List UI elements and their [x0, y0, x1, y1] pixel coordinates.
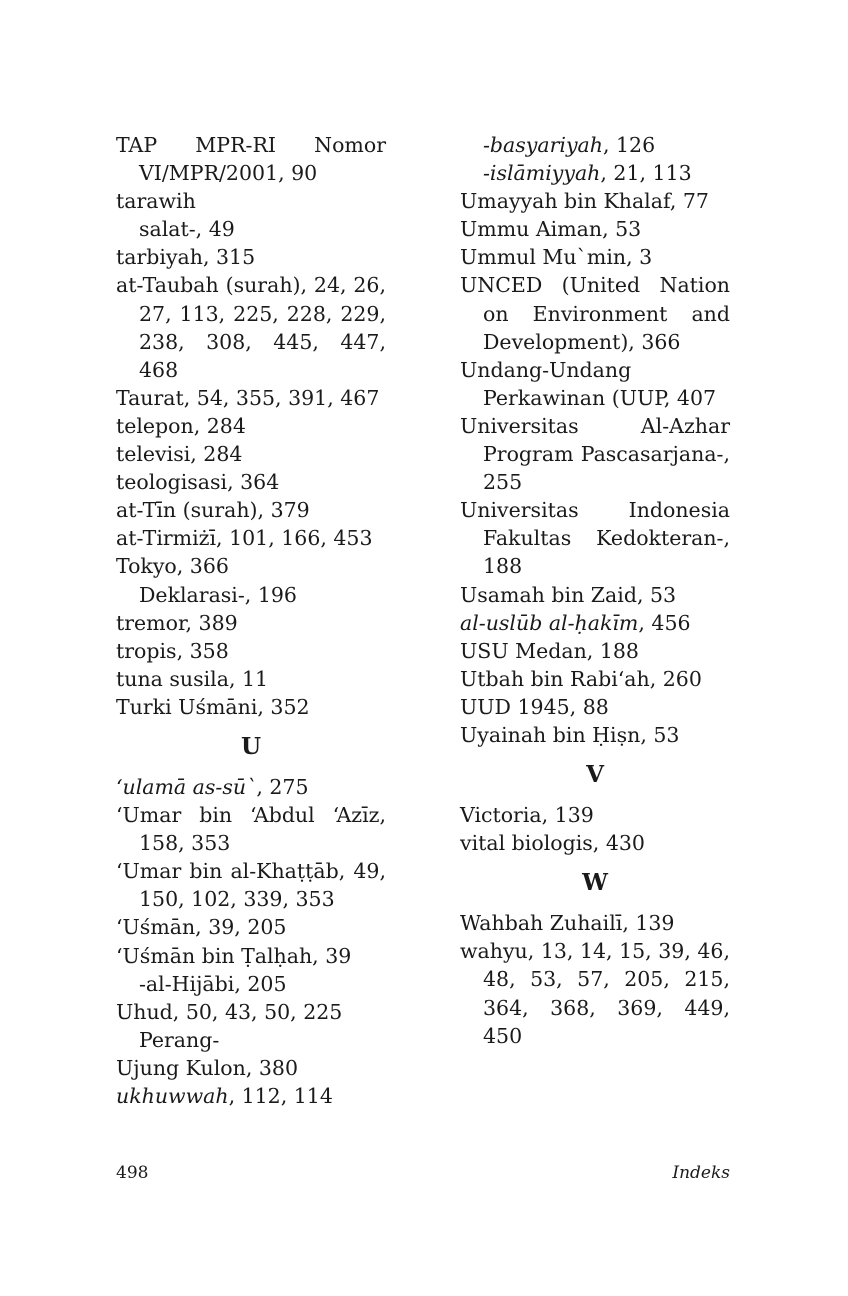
page-number: 498 [116, 1163, 149, 1183]
index-entry: Ujung Kulon, 380 [116, 1055, 299, 1080]
index-section-v [460, 801, 730, 857]
index-entry [116, 773, 386, 801]
index-entry: at-Tīn (surah), 379 [116, 498, 310, 523]
index-entry: Umayyah bin Khalaf, 77 [460, 189, 709, 214]
index-entry: telepon, 284 [116, 413, 246, 438]
index-entry: Ummu Aiman, 53 [460, 217, 642, 242]
index-subentry: -al-Hijābi, 205 [139, 971, 287, 996]
page-footer [116, 1163, 730, 1183]
index-entry: Universitas Indonesia Fakultas Kedokteran-, 188 [460, 498, 730, 579]
index-entry: tremor, 389 [116, 610, 238, 635]
index-section-u-continued [460, 131, 730, 749]
index-entry: Usamah bin Zaid, 53 [460, 582, 677, 607]
index-entry: Utbah bin Rabi‘ah, 260 [460, 666, 702, 691]
index-entry: UNCED (United Nation on Environment and Development), 366 [460, 273, 730, 354]
index-page-refs: , 21, 113 [600, 161, 692, 186]
index-entry: tarawih [116, 189, 196, 214]
index-entry: Taurat, 54, 355, 391, 467 [116, 385, 380, 410]
index-term-italic: -basyariyah [483, 133, 603, 157]
index-term-italic: al-uslūb al-ḥakīm [460, 610, 639, 635]
running-title: Indeks [672, 1163, 730, 1183]
index-entry: Uhud, 50, 43, 50, 225 [116, 999, 343, 1024]
index-entry: ‘Umar bin al-Khaṭṭāb, 49, 150, 102, 339, 353 [116, 859, 386, 912]
index-section-u [116, 773, 386, 1110]
index-page-refs: , 456 [638, 610, 691, 635]
index-entry: ‘Umar bin ‘Abdul ‘Azīz, 158, 353 [116, 803, 386, 856]
index-page-refs: , 275 [256, 774, 309, 799]
index-entry: Ummul Mu`min, 3 [460, 245, 653, 270]
left-column [116, 131, 386, 1110]
index-entry: Turki Uśmāni, 352 [116, 694, 310, 719]
index-entry: at-Tirmiżī, 101, 166, 453 [116, 526, 373, 551]
section-heading-w: W [582, 869, 608, 897]
index-entry: Universitas Al-Azhar Program Pascasarjana-, 255 [460, 413, 730, 495]
right-column [460, 131, 730, 1050]
index-subentry: Deklarasi-, 196 [139, 582, 297, 607]
index-entry: tropis, 358 [116, 638, 229, 663]
index-entry: at-Taubah (surah), 24, 26, 27, 113, 225, 228, 229, 238, 308, 445, 447, 468 [116, 273, 386, 382]
index-entry: ‘Uśmān, 39, 205 [116, 915, 287, 940]
index-page-refs: , 112, 114 [228, 1084, 333, 1108]
index-entry: Wahbah Zuhailī, 139 [460, 911, 675, 936]
section-heading-u: U [240, 732, 262, 760]
index-term-italic: ‘ulamā as-sū` [116, 774, 257, 799]
index-entry: tuna susila, 11 [116, 666, 269, 691]
index-entry: Uyainah bin Ḥiṣn, 53 [460, 722, 680, 747]
index-term-italic: -islāmiyyah [483, 161, 601, 186]
index-section-t [116, 131, 386, 721]
index-entry: tarbiyah, 315 [116, 245, 256, 270]
index-subentry [460, 131, 730, 159]
index-entry: vital biologis, 430 [460, 831, 645, 856]
index-entry: Tokyo, 366 [116, 554, 229, 579]
index-entry [116, 1082, 386, 1110]
index-entry: ‘Uśmān bin Ṭalḥah, 39 [116, 943, 352, 968]
index-section-w [460, 909, 730, 1049]
index-entry: teologisasi, 364 [116, 470, 280, 495]
index-subentry [460, 159, 730, 187]
index-entry: Undang-Undang Perkawinan (UUP, 407 [460, 357, 717, 410]
index-entry: TAP MPR-RI Nomor VI/MPR/2001, 90 [116, 133, 386, 186]
index-entry: wahyu, 13, 14, 15, 39, 46, 48, 53, 57, 205, 215, 364, 368, 369, 449, 450 [460, 939, 730, 1048]
index-page-refs: , 126 [602, 133, 656, 157]
section-heading-v: V [586, 761, 604, 789]
index-entry: USU Medan, 188 [460, 638, 639, 663]
index-entry: Victoria, 139 [460, 803, 594, 828]
index-entry: televisi, 284 [116, 442, 243, 467]
index-entry: UUD 1945, 88 [460, 694, 609, 719]
index-entry [460, 609, 730, 637]
index-term-italic: ukhuwwah [116, 1084, 229, 1108]
index-subentry: salat-, 49 [139, 217, 235, 242]
index-subentry: Perang- [139, 1027, 220, 1052]
